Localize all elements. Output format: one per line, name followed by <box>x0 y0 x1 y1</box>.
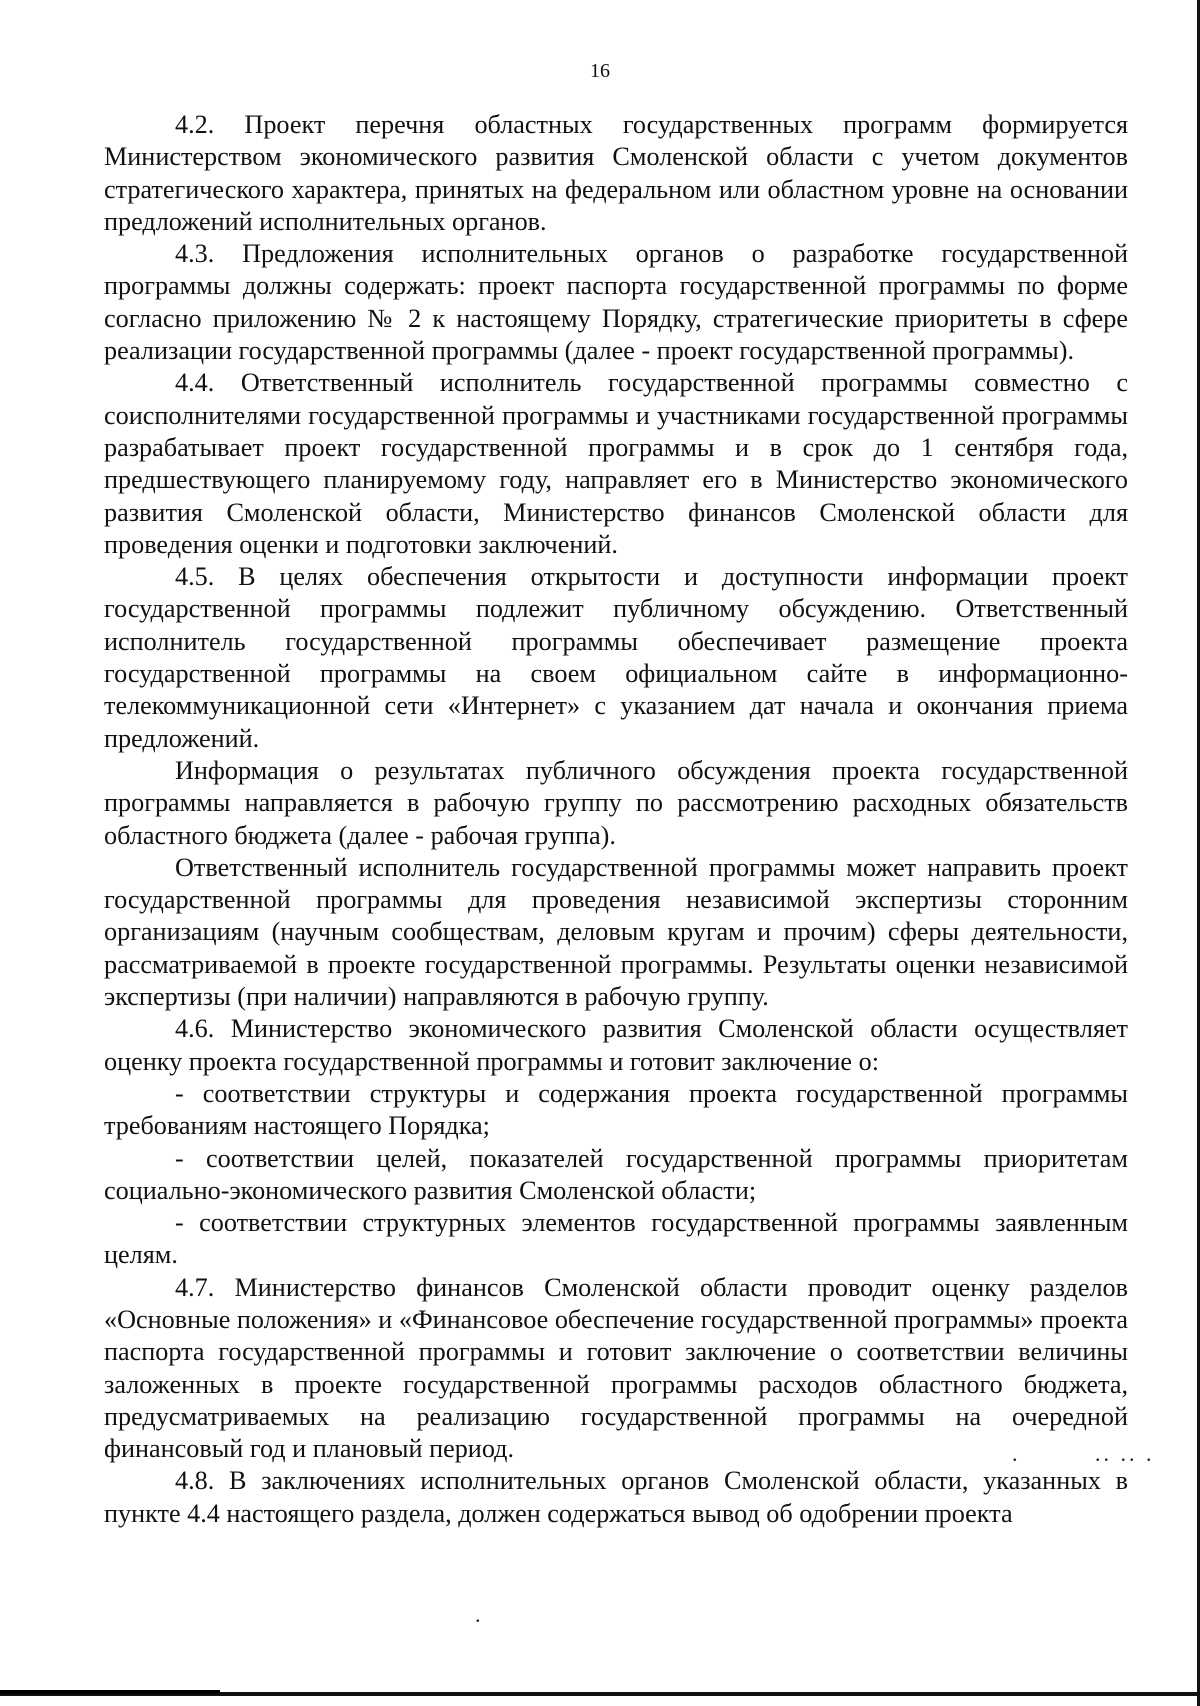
list-item-elements: - соответствии структурных элементов государственной программы заявленным целям. <box>104 1208 1128 1270</box>
paragraph-public-discussion: Информация о результатах публичного обсуждения проекта государственной программы направляется в рабочую группу по рассмотрению расходных обязательств областного бюджета (далее - рабочая группа). <box>104 755 1128 850</box>
scan-speck: . <box>475 1602 481 1627</box>
scan-speck: . <box>1012 1441 1018 1466</box>
paragraph-4-7: 4.7. Министерство финансов Смоленской области проводит оценку разделов «Основные положения» и «Финансовое обеспечение государственной программы» проекта паспорта государственной программы и готовит заключение о соответствии величины заложенных в проекте государственной программы расходов областного бюджета, предусматриваемых на реализацию государственной программы на очередной финансовый год и плановый период. <box>104 1272 1128 1464</box>
paragraph-independent-expertise: Ответственный исполнитель государственной программы может направить проект государственной программы для проведения независимой экспертизы сторонним организациям (научным сообществам, деловым кругам и прочим) сферы деятельности, рассматриваемой в проекте государственной программы. Результаты оценки независимой экспертизы (при наличии) направляются в рабочую группу. <box>104 852 1128 1012</box>
scan-speck: .. .. . <box>1095 1441 1155 1466</box>
list-item-goals: - соответствии целей, показателей государственной программы приоритетам социально-экономического развития Смоленской области; <box>104 1143 1128 1205</box>
paragraph-4-4: 4.4. Ответственный исполнитель государственной программы совместно с соисполнителями государственной программы и участниками государственной программы разрабатывает проект государственной программы и в срок до 1 сентября года, предшествующего планируемому году, направляет его в Министерство экономического развития Смоленской области, Министерство финансов Смоленской области для проведения оценки и подготовки заключений. <box>104 368 1128 559</box>
document-body <box>104 109 1128 1530</box>
list-item-structure: - соответствии структуры и содержания проекта государственной программы требованиям настоящего Порядка; <box>104 1078 1128 1141</box>
paragraph-4-3: 4.3. Предложения исполнительных органов о разработке государственной программы должны содержать: проект паспорта государственной программы по форме согласно приложению № 2 к настоящему Порядку, стратегические приоритеты в сфере реализации государственной программы (далее - проект государственной программы). <box>104 239 1128 366</box>
page-number: 16 <box>590 60 610 82</box>
paragraph-4-5: 4.5. В целях обеспечения открытости и доступности информации проект государственной программы подлежит публичному обсуждению. Ответственный исполнитель государственной программы обеспечивает размещение проекта государственной программы на своем официальном сайте в информационно-телекоммуникационной сети «Интернет» с указанием дат начала и окончания приема предложений. <box>104 562 1128 753</box>
paragraph-4-2: 4.2. Проект перечня областных государственных программ формируется Министерством экономического развития Смоленской области с учетом документов стратегического характера, принятых на федеральном или областном уровне на основании предложений исполнительных органов. <box>104 110 1128 236</box>
scan-edge-bottom-left <box>0 1690 220 1694</box>
paragraph-4-8: 4.8. В заключениях исполнительных органов Смоленской области, указанных в пункте 4.4 настоящего раздела, должен содержаться вывод об одобрении проекта <box>104 1466 1128 1528</box>
paragraph-4-6: 4.6. Министерство экономического развития Смоленской области осуществляет оценку проекта государственной программы и готовит заключение о: <box>104 1014 1128 1076</box>
